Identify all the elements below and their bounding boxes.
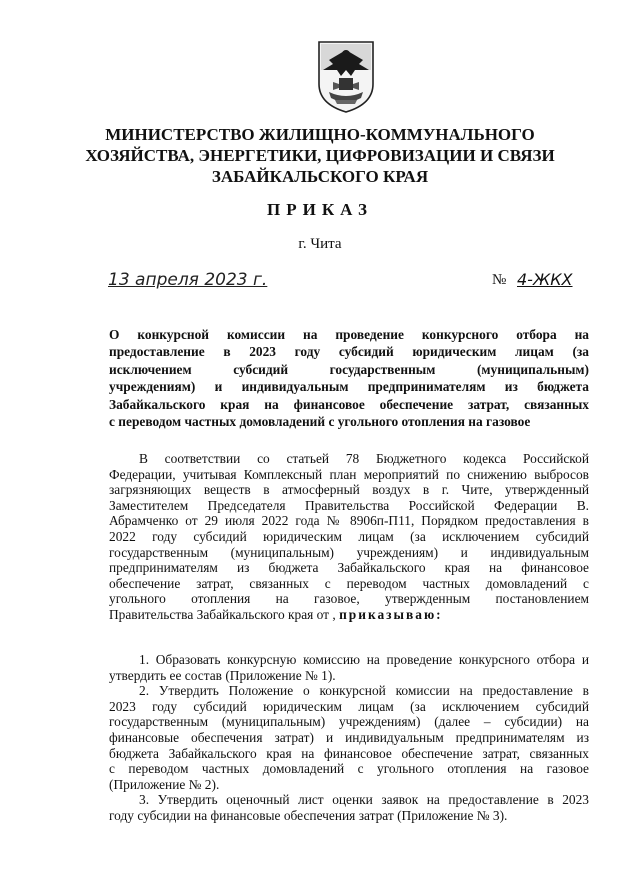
text-line: загрязняющих веществ в атмосферный воздух в г. Чите, утвержденный [109,482,589,498]
text-line: 1. Образовать конкурсную комиссию на проведение конкурсного отбора и [139,652,589,667]
ministry-line: ХОЗЯЙСТВА, ЭНЕРГЕТИКИ, ЦИФРОВИЗАЦИИ И СВЯЗИ [85,146,555,165]
ministry-line: ЗАБАЙКАЛЬСКОГО КРАЯ [211,167,429,186]
order-date: 13 апреля 2023 г. [108,270,268,290]
order-subject [109,326,589,430]
text-line: утвердить ее состав (Приложение № 1). [109,667,336,683]
order-title: ПРИКАЗ [267,200,373,219]
text-line [109,607,589,623]
subject-line: О конкурсной комиссии на проведение конкурсного отбора на [109,327,589,342]
text-line: году субсидии на финансовые обеспечения затрат (Приложение № 3). [109,807,508,823]
order-items [109,652,589,824]
text-line: 2023 году субсидий юридическим лицам (за исключением субсидий [109,698,589,714]
ministry-line: МИНИСТЕРСТВО ЖИЛИЩНО-КОММУНАЛЬНОГО [105,125,535,144]
command-word: приказываю: [339,606,443,622]
ministry-name [0,124,640,187]
text-line: государственным (муниципальным) учреждениям) и индивидуальным [109,544,589,560]
subject-line: предоставление в 2023 году субсидий юридическим лицам (за [109,344,589,360]
subject-line: с переводом частных домовладений с угольного отопления на газовое [109,413,531,429]
text-line: 3. Утвердить оценочный лист оценки заявок на предоставление в 2023 [139,792,589,808]
text-line: предпринимателям из бюджета Забайкальского края на финансовое [109,560,589,576]
text-line: бюджета Забайкальского края на финансовое обеспечение затрат, связанных [109,745,589,761]
text-line: угольного отопления на газовое, утвержденным постановлением [109,591,589,607]
text-line: государственным (муниципальным) учреждениям) (далее – субсидии) на [109,714,589,730]
text-line: 2022 году субсидий юридическим лицам (за исключением субсидий [109,528,589,544]
text-line: обеспечение затрат, связанных с переводом частных домовладений с [109,575,589,591]
coat-of-arms-icon [315,40,377,114]
subject-line: Забайкальского края на финансовое обеспечение затрат, связанных [109,396,589,412]
subject-line: исключением субсидий государственным (муниципальным) [109,361,589,377]
text-line: финансовые обеспечения затрат) и индивидуальным предпринимателям из [109,729,589,745]
subject-line: учреждениям) и индивидуальным предпринимателям из бюджета [109,379,589,395]
text-line: В соответствии со статьей 78 Бюджетного кодекса Российской [139,451,589,466]
text-line: Абрамченко от 29 июля 2022 года № 8906п-П11, Порядком предоставления в [109,513,589,529]
text-line: с переводом частных домовладений с угольного отопления на газовое [109,761,589,777]
text-line: Федерации, учитывая Комплексный план мероприятий по снижению выбросов [109,466,589,482]
text-line: Заместителем Председателя Правительства Российской Федерации В. [109,497,589,513]
preamble-last: Правительства Забайкальского края от , [109,606,336,622]
text-line: (Приложение № 2). [109,776,220,792]
preamble-paragraph [109,451,589,623]
order-number-label: № [492,272,507,288]
order-number: 4-ЖКХ [517,270,573,289]
text-line: 2. Утвердить Положение о конкурсной комиссии на предоставление в [139,683,589,699]
city: г. Чита [298,236,342,252]
